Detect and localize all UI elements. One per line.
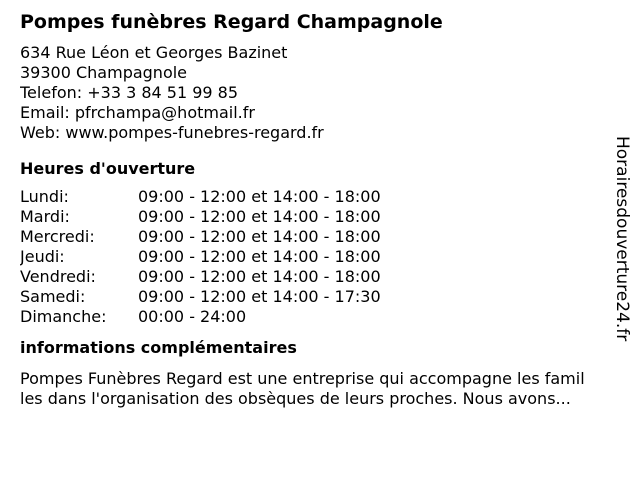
hours-time: 09:00 - 12:00 et 14:00 - 18:00	[138, 207, 381, 226]
info-line: Pompes Funèbres Regard est une entreprise qui accompagne les famil	[20, 369, 585, 388]
hours-time: 09:00 - 12:00 et 14:00 - 18:00	[138, 187, 381, 206]
business-card	[20, 10, 640, 480]
contact-block	[20, 43, 640, 143]
hours-time: 09:00 - 12:00 et 14:00 - 17:30	[138, 287, 381, 306]
hours-row	[20, 187, 640, 207]
phone: Telefon: +33 3 84 51 99 85	[20, 83, 239, 102]
hours-day: Mardi:	[20, 207, 70, 226]
info-line: les dans l'organisation des obsèques de leurs proches. Nous avons...	[20, 389, 571, 408]
business-name: Pompes funèbres Regard Champagnole	[20, 11, 443, 33]
hours-day: Lundi:	[20, 187, 69, 206]
hours-day: Samedi:	[20, 287, 86, 306]
email: Email: pfrchampa@hotmail.fr	[20, 103, 255, 122]
hours-row	[20, 267, 640, 287]
hours-row	[20, 227, 640, 247]
site-watermark: Horairesdouverture24.fr	[612, 136, 632, 342]
hours-day: Vendredi:	[20, 267, 96, 286]
hours-table	[20, 187, 640, 327]
hours-title: Heures d'ouverture	[20, 159, 196, 178]
hours-day: Jeudi:	[20, 247, 65, 266]
hours-row	[20, 207, 640, 227]
hours-row	[20, 247, 640, 267]
hours-time: 09:00 - 12:00 et 14:00 - 18:00	[138, 227, 381, 246]
hours-row	[20, 307, 640, 327]
hours-row	[20, 287, 640, 307]
city: 39300 Champagnole	[20, 63, 188, 82]
street-address: 634 Rue Léon et Georges Bazinet	[20, 43, 288, 62]
info-description	[20, 369, 640, 409]
hours-time: 00:00 - 24:00	[138, 307, 247, 326]
hours-time: 09:00 - 12:00 et 14:00 - 18:00	[138, 267, 381, 286]
info-title: informations complémentaires	[20, 338, 297, 357]
website: Web: www.pompes-funebres-regard.fr	[20, 123, 324, 142]
hours-day: Dimanche:	[20, 307, 107, 326]
hours-time: 09:00 - 12:00 et 14:00 - 18:00	[138, 247, 381, 266]
hours-day: Mercredi:	[20, 227, 95, 246]
